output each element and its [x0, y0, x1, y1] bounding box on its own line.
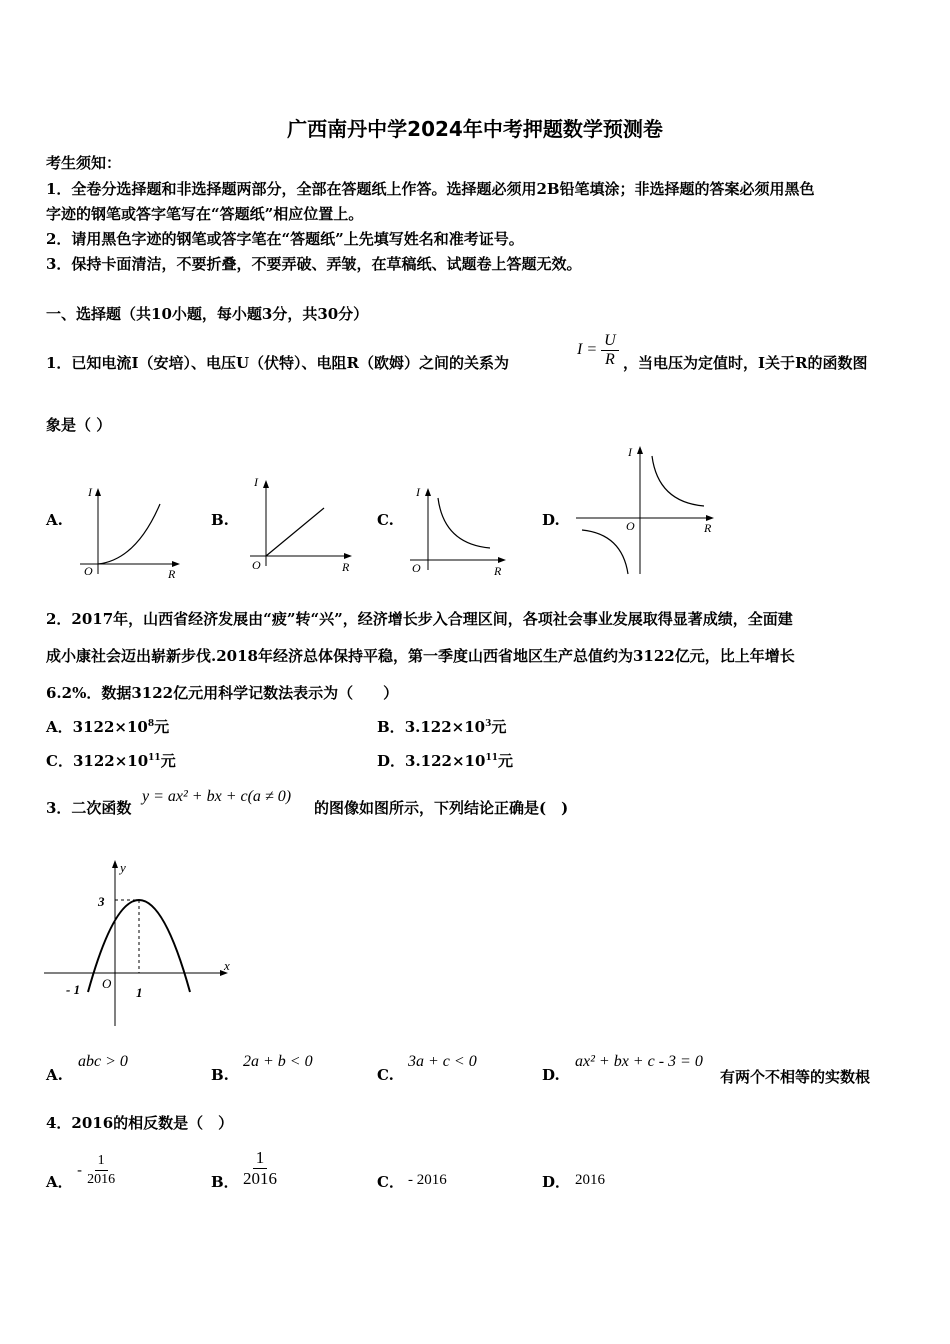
q1-option-d-label[interactable]: D. — [542, 511, 560, 529]
q4-option-b-num: 1 — [253, 1148, 268, 1169]
q2-option-c-label: C． — [46, 752, 73, 770]
q2-stem-line2: 成小康社会迈出崭新步伐.2018年经济总体保持平稳，第一季度山西省地区生产总值约为3122亿元，比上年增长 — [46, 647, 795, 665]
q2-option-b-unit: 元 — [491, 718, 507, 736]
notice-item-1-cont: 字迹的钢笔或答字笔写在“答题纸”相应位置上。 — [46, 205, 364, 223]
q4-option-b-label[interactable]: B． — [211, 1173, 239, 1191]
q1-graph-c-i: I — [416, 485, 420, 499]
q2-option-c[interactable] — [46, 750, 176, 771]
q4-option-b-den: 2016 — [243, 1168, 277, 1188]
page-title: 广西南丹中学2024年中考押题数学预测卷 — [287, 117, 663, 141]
q1-stem: 1．已知电流I（安培）、电压U（伏特）、电阻R（欧姆）之间的关系为 — [46, 354, 510, 372]
q1-formula — [577, 326, 619, 374]
q1-graph-d-origin: O — [626, 519, 635, 533]
q2-option-d[interactable] — [377, 750, 513, 771]
q2-option-b-base: 3.122×10 — [404, 718, 486, 736]
q2-option-d-label: D． — [377, 752, 406, 770]
q1-stem-cont: ，当电压为定值时，I关于R的函数图 — [623, 354, 868, 372]
q1-graph-b-r: R — [342, 560, 350, 574]
q3-graph-3-label: 3 — [98, 894, 105, 909]
q4-option-b[interactable] — [240, 1146, 280, 1190]
section-heading: 一、选择题（共10小题，每小题3分，共30分） — [46, 305, 369, 323]
q2-option-b-exp: 3 — [485, 719, 492, 729]
q1-graph-c — [406, 478, 512, 578]
q2-stem-line1: 2．2017年，山西省经济发展由“疲”转“兴”，经济增长步入合理区间，各项社会事业发展取得显著成绩，全面建 — [46, 610, 793, 628]
q4-option-a-num: 1 — [95, 1152, 108, 1171]
q2-option-d-exp: 11 — [485, 753, 498, 763]
q1-graph-d-i: I — [628, 445, 632, 459]
q1-graph-b — [246, 470, 358, 580]
q4-option-a-fraction — [84, 1152, 118, 1189]
q4-option-a-label[interactable]: A． — [46, 1173, 73, 1191]
q2-option-a[interactable] — [46, 716, 169, 737]
q3-graph-origin-label: O — [102, 976, 112, 991]
q1-formula-den: R — [605, 350, 615, 368]
q1-graph-a-origin: O — [84, 564, 93, 578]
q3-formula: y = ax² + bx + c(a ≠ 0) — [142, 788, 292, 805]
notice-item-3: 3．保持卡面清洁，不要折叠，不要弄破、弄皱，在草稿纸、试题卷上答题无效。 — [46, 255, 582, 273]
notice-item-2: 2．请用黑色字迹的钢笔或答字笔在“答题纸”上先填写姓名和准考证号。 — [46, 230, 524, 248]
q4-option-c-label[interactable]: C． — [377, 1173, 404, 1191]
q3-option-a[interactable]: abc > 0 — [78, 1053, 128, 1070]
q4-option-d-label[interactable]: D． — [542, 1173, 571, 1191]
q2-option-c-base: 3122×10 — [72, 752, 149, 770]
q2-option-a-label: A． — [46, 718, 73, 736]
q1-graph-d — [572, 438, 722, 580]
q3-option-d-label[interactable]: D. — [542, 1066, 560, 1084]
q3-stem-cont: 的图像如图所示，下列结论正确是( ) — [314, 799, 569, 817]
q3-option-c[interactable]: 3a + c < 0 — [408, 1053, 477, 1070]
q1-option-c-label[interactable]: C. — [377, 511, 394, 529]
q1-graph-d-r: R — [704, 521, 712, 535]
notice-heading: 考生须知： — [46, 154, 122, 172]
q2-option-c-exp: 11 — [148, 753, 161, 763]
q2-option-b-label: B． — [377, 718, 405, 736]
q3-option-b-label[interactable]: B. — [211, 1066, 229, 1084]
q1-option-b-label[interactable]: B. — [211, 511, 229, 529]
q4-option-a[interactable] — [77, 1150, 118, 1190]
q3-option-b[interactable]: 2a + b < 0 — [243, 1053, 313, 1070]
q1-stem-end: 象是（ ） — [46, 416, 112, 434]
q4-option-d[interactable]: 2016 — [575, 1172, 605, 1188]
q1-graph-b-i: I — [254, 475, 258, 489]
q2-option-a-base: 3122×10 — [72, 718, 148, 736]
q3-parabola-graph — [42, 852, 242, 1032]
q3-option-d-tail: 有两个不相等的实数根 — [720, 1068, 871, 1086]
q3-graph-y-label: y — [120, 860, 126, 875]
q1-formula-lhs: I = — [577, 341, 598, 358]
q2-option-b[interactable] — [377, 716, 506, 737]
q3-option-d[interactable]: ax² + bx + c - 3 = 0 — [575, 1053, 703, 1070]
q2-option-d-base: 3.122×10 — [405, 752, 486, 770]
q1-graph-b-origin: O — [252, 558, 261, 572]
q3-graph-1-label: 1 — [136, 985, 143, 1000]
q3-graph-neg1-label: - 1 — [66, 982, 81, 997]
q2-option-a-exp: 8 — [147, 719, 155, 729]
q2-option-d-unit: 元 — [497, 752, 513, 770]
q3-option-c-label[interactable]: C. — [377, 1066, 394, 1084]
q4-option-a-sign: - — [77, 1161, 83, 1179]
q3-graph-x-label: x — [224, 958, 230, 973]
q4-option-b-fraction — [240, 1148, 280, 1189]
q2-stem-line3: 6.2%．数据3122亿元用科学记数法表示为（ ） — [46, 684, 399, 702]
q2-option-c-unit: 元 — [160, 752, 176, 770]
q1-graph-c-origin: O — [412, 561, 421, 575]
q1-graph-a-i: I — [88, 485, 92, 499]
q1-graph-a-r: R — [168, 567, 176, 581]
q4-option-a-den: 2016 — [87, 1171, 116, 1187]
q2-option-a-unit: 元 — [154, 718, 170, 736]
q3-option-a-label[interactable]: A. — [46, 1066, 63, 1084]
q4-stem: 4．2016的相反数是（ ） — [46, 1114, 234, 1132]
q1-option-a-label[interactable]: A. — [46, 511, 63, 529]
q1-graph-a — [76, 478, 186, 582]
q4-option-c[interactable]: - 2016 — [408, 1172, 447, 1188]
q1-formula-fraction — [601, 332, 619, 369]
q3-stem: 3．二次函数 — [46, 799, 132, 817]
q1-formula-num: U — [601, 332, 619, 351]
q1-graph-c-r: R — [494, 564, 502, 578]
notice-item-1: 1．全卷分选择题和非选择题两部分，全部在答题纸上作答。选择题必须用2B铅笔填涂；非选择题的答案必须用黑色 — [46, 180, 815, 198]
